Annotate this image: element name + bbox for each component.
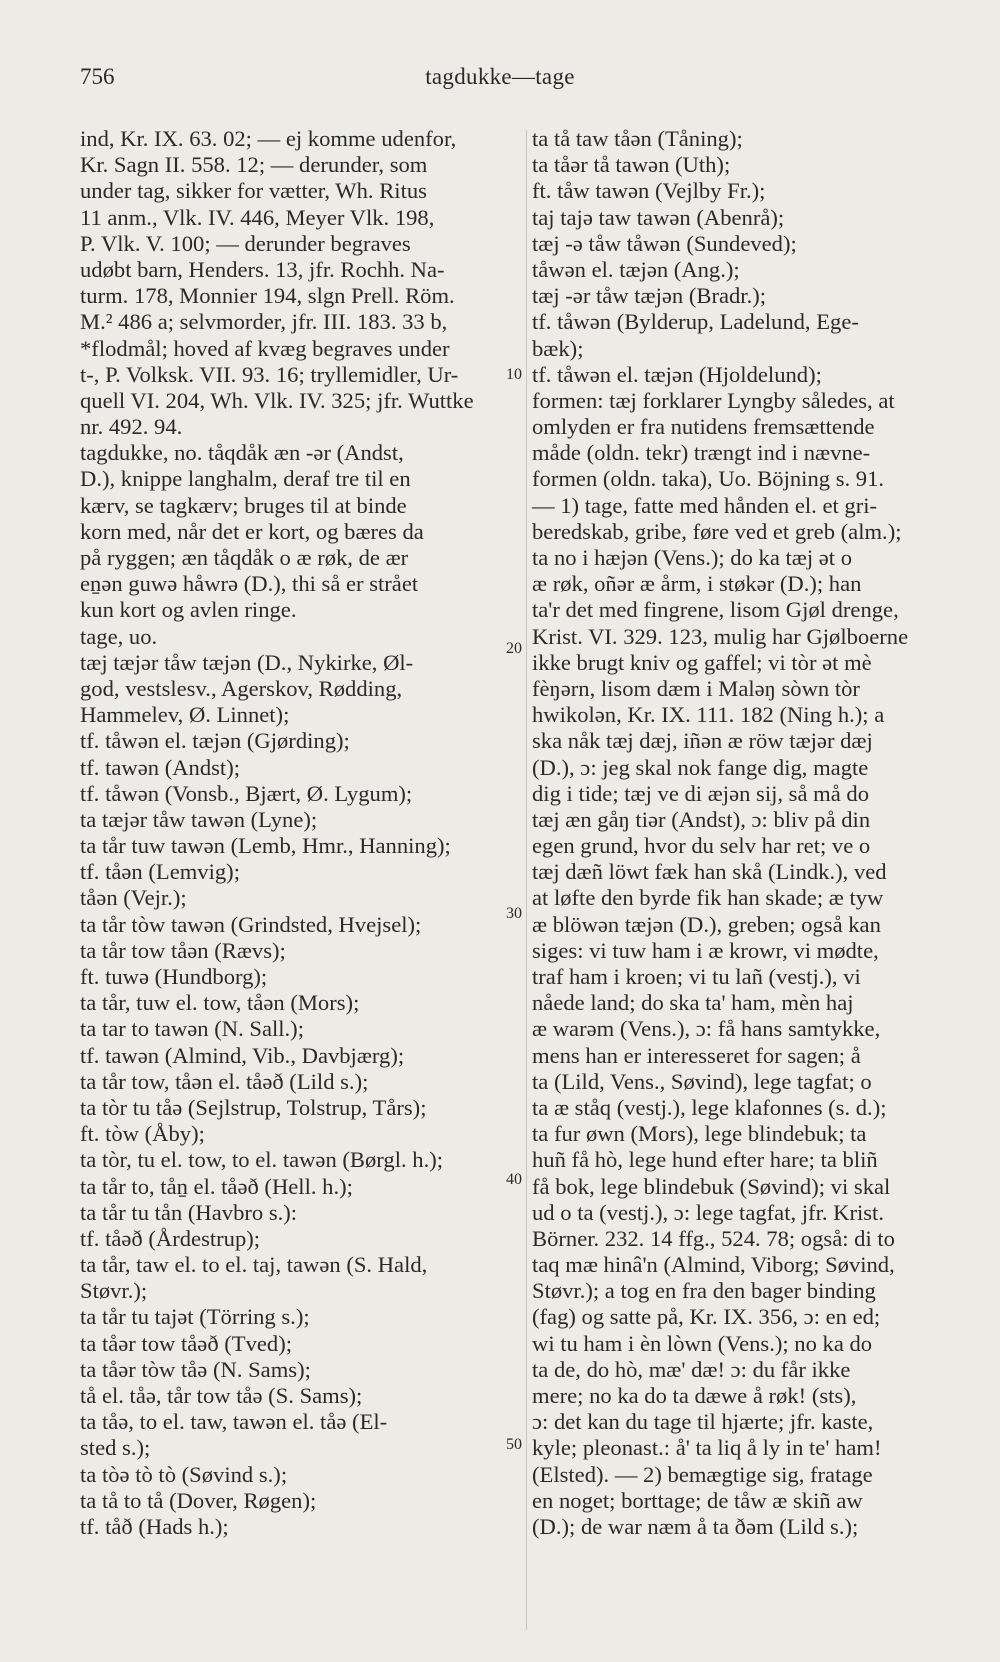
text-line: Börner. 232. 14 ffg., 524. 78; også: di to: [532, 1225, 895, 1251]
text-line: tæj tæjər tåw tæjən (D., Nykirke, Øl-: [80, 649, 414, 675]
text-line: formen (oldn. taka), Uo. Böjning s. 91.: [532, 466, 885, 492]
text-line: Kr. Sagn II. 558. 12; — derunder, som: [80, 152, 428, 178]
text-line: æ røk, oñər æ årm, i støkər (D.); han: [532, 571, 862, 597]
text-line: at løfte den byrde fik han skade; æ tyw: [532, 885, 884, 911]
text-line: ta'r det med fingrene, lisom Gjøl drenge,: [532, 597, 899, 623]
text-line: Hammelev, Ø. Linnet);: [80, 702, 290, 728]
text-line: tæj -ə tåw tåwən (Sundeved);: [532, 230, 797, 256]
text-line: ta tår tu tajət (Törring s.);: [80, 1304, 310, 1330]
text-line: tf. tåð (Hads h.);: [80, 1513, 229, 1539]
text-line: korn med, når det er kort, og bæres da: [80, 518, 424, 544]
text-line: ta tår tòw tawən (Grindsted, Hvejsel);: [80, 911, 422, 937]
text-line: under tag, sikker for vætter, Wh. Ritus: [80, 178, 427, 204]
text-line: ta æ ståq (vestj.), lege klafonnes (s. d.);: [532, 1094, 887, 1120]
text-line: ta tòr, tu el. tow, to el. tawən (Børgl. h.);: [80, 1147, 444, 1173]
text-line: måde (oldn. tekr) trængt ind i nævne-: [532, 440, 871, 466]
page-header: [0, 64, 1000, 96]
text-line: ind, Kr. IX. 63. 02; — ej komme udenfor,: [80, 126, 457, 151]
text-line: tf. tåwən el. tæjən (Gjørding);: [80, 728, 350, 754]
text-line: (fag) og satte på, Kr. IX. 356, ɔ: en ed;: [532, 1304, 881, 1330]
text-line: ska nåk tæj dæj, iñən æ röw tæjər dæj: [532, 728, 873, 754]
running-head: tagdukke—tage: [425, 64, 575, 89]
text-line: Krist. VI. 329. 123, mulig har Gjølboerne: [532, 623, 909, 649]
text-line: (D.); de war næm å ta ðəm (Lild s.);: [532, 1513, 859, 1539]
text-line: tf. tåwən (Vonsb., Bjært, Ø. Lygum);: [80, 780, 413, 806]
line-marker: 30: [506, 905, 522, 922]
text-line: ta fur øwn (Mors), lege blindebuk; ta: [532, 1121, 867, 1147]
text-line: taq mæ hinâ'n (Almind, Viborg; Søvind,: [532, 1252, 895, 1278]
text-line: fèŋərn, lisom dæm i Maləŋ sòwn tòr: [532, 675, 860, 701]
text-line: huñ få hò, lege hund efter hare; ta bliñ: [532, 1147, 878, 1173]
text-line: god, vestslesv., Agerskov, Rødding,: [80, 675, 403, 701]
text-line: tæj -ər tåw tæjən (Bradr.);: [532, 283, 767, 309]
text-line: æ warəm (Vens.), ɔ: få hans samtykke,: [532, 1016, 881, 1042]
text-line: ɔ: det kan du tage til hjærte; jfr. kaste,: [532, 1409, 874, 1435]
text-line: ta tæjər tåw tawən (Lyne);: [80, 806, 318, 832]
text-line: tagdukke, no. tåqdåk æn -ər (Andst,: [80, 440, 404, 466]
text-line: mere; no ka do ta dæwe å røk! (sts),: [532, 1383, 857, 1408]
text-line: (D.), ɔ: jeg skal nok fange dig, magte: [532, 754, 869, 780]
text-line: tf. tåən (Lemvig);: [80, 859, 240, 885]
text-line: ta tåə, to el. taw, tawən el. tåə (El-: [80, 1409, 388, 1435]
text-line: mens han er interesseret for sagen; å: [532, 1042, 861, 1068]
text-line: ta tår, tuw el. tow, tåən (Mors);: [80, 990, 360, 1016]
text-line: taj tajə taw tawən (Abenrå);: [532, 204, 785, 230]
text-line: æ blöwən tæjən (D.), greben; også kan: [532, 911, 881, 937]
text-line: nr. 492. 94.: [80, 414, 183, 440]
right-column: [532, 126, 964, 1540]
page-number: 756: [80, 64, 115, 89]
text-line: D.), knippe langhalm, deraf tre til en: [80, 466, 411, 492]
text-line: ta tå taw tåən (Tåning);: [532, 126, 743, 151]
text-line: kyle; pleonast.: å' ta liq å ly in te' ham!: [532, 1435, 882, 1461]
text-line: kærv, se tagkærv; bruges til at binde: [80, 492, 407, 518]
text-line: ta de, do hò, mæ' dæ! ɔ: du får ikke: [532, 1356, 851, 1382]
text-line: ft. tuwə (Hundborg);: [80, 964, 268, 989]
column-divider: [526, 130, 527, 1630]
text-line: omlyden er fra nutidens fremsættende: [532, 414, 875, 440]
text-line: — 1) tage, fatte med hånden el. et gri-: [532, 492, 878, 518]
left-column: [80, 126, 520, 1540]
text-line: wi tu ham i èn lòwn (Vens.); no ka do: [532, 1330, 873, 1356]
text-line: ta tar to tawən (N. Sall.);: [80, 1016, 304, 1042]
text-line: hwikolən, Kr. IX. 111. 182 (Ning h.); a: [532, 702, 885, 728]
line-marker: 10: [506, 366, 522, 383]
text-line: ta tår tu tån (Havbro s.):: [80, 1199, 298, 1225]
text-line: ta (Lild, Vens., Søvind), lege tagfat; o: [532, 1068, 872, 1094]
text-line: 11 anm., Vlk. IV. 446, Meyer Vlk. 198,: [80, 204, 435, 230]
text-line: t-, P. Volksk. VII. 93. 16; tryllemidler, Ur-: [80, 361, 459, 387]
text-line: egen grund, hvor du selv har ret; ve o: [532, 833, 871, 859]
line-marker: 50: [506, 1436, 522, 1453]
text-line: tæj dæñ löwt fæk han skå (Lindk.), ved: [532, 859, 887, 885]
text-line: tå el. tåə, tår tow tåə (S. Sams);: [80, 1383, 363, 1408]
text-line: ta tåər tow tåəð (Tved);: [80, 1330, 293, 1356]
line-marker: 20: [506, 640, 522, 657]
text-line: eṉən guwə håwrə (D.), thi så er strået: [80, 571, 419, 597]
text-line: ta tåər tòw tåə (N. Sams);: [80, 1356, 311, 1382]
text-line: få bok, lege blindebuk (Søvind); vi skal: [532, 1173, 891, 1199]
line-marker: 40: [506, 1171, 522, 1188]
text-line: tæj æn gåŋ tiər (Andst), ɔ: bliv på din: [532, 806, 871, 832]
text-line: traf ham i kroen; vi tu lañ (vestj.), vi: [532, 964, 861, 989]
text-line: M.² 486 a; selvmorder, jfr. III. 183. 33 b,: [80, 309, 448, 335]
text-line: ta tår tow tåən (Rævs);: [80, 937, 286, 963]
text-line: (Elsted). — 2) bemægtige sig, fratage: [532, 1461, 873, 1487]
text-line: tage, uo.: [80, 623, 158, 649]
text-line: tf. tawən (Almind, Vib., Davbjærg);: [80, 1042, 405, 1068]
text-line: ta tår to, tåṉ el. tåəð (Hell. h.);: [80, 1173, 353, 1199]
text-line: tf. tawən (Andst);: [80, 754, 240, 780]
text-line: Støvr.); a tog en fra den bager binding: [532, 1278, 876, 1304]
text-line: ta tår tuw tawən (Lemb, Hmr., Hanning);: [80, 833, 451, 859]
text-line: dig i tide; tæj ve di æjən sij, så må do: [532, 780, 869, 806]
text-line: tf. tåwən (Bylderup, Ladelund, Ege-: [532, 309, 859, 335]
text-line: ud o ta (vestj.), ɔ: lege tagfat, jfr. Krist.: [532, 1199, 884, 1225]
text-line: *flodmål; hoved af kvæg begraves under: [80, 335, 450, 361]
text-line: ta no i hæjən (Vens.); do ka tæj ət o: [532, 545, 853, 570]
text-line: ta tår tow, tåən el. tåəð (Lild s.);: [80, 1068, 369, 1094]
text-line: turm. 178, Monnier 194, slgn Prell. Röm.: [80, 283, 455, 309]
text-line: tf. tåwən el. tæjən (Hjoldelund);: [532, 361, 822, 387]
text-line: udøbt barn, Henders. 13, jfr. Rochh. Na-: [80, 256, 445, 282]
text-line: quell VI. 204, Wh. Vlk. IV. 325; jfr. Wuttke: [80, 387, 474, 413]
text-line: ikke brugt kniv og gaffel; vi tòr ət mè: [532, 649, 872, 675]
text-line: Støvr.);: [80, 1278, 148, 1304]
text-line: ta tòə tò tò (Søvind s.);: [80, 1461, 288, 1487]
text-line: en noget; borttage; de tåw æ skiñ aw: [532, 1487, 863, 1513]
text-line: ft. tòw (Åby);: [80, 1121, 205, 1147]
text-line: P. Vlk. V. 100; — derunder begraves: [80, 230, 411, 256]
text-line: siges: vi tuw ham i æ krowr, vi mødte,: [532, 937, 879, 963]
text-line: tåwən el. tæjən (Ang.);: [532, 256, 740, 282]
text-line: formen: tæj forklarer Lyngby således, at: [532, 387, 895, 413]
text-line: nåede land; do ska ta' ham, mèn haj: [532, 990, 854, 1016]
text-line: beredskab, gribe, føre ved et greb (alm.);: [532, 518, 902, 544]
text-line: på ryggen; æn tåqdåk o æ røk, de ær: [80, 545, 409, 570]
text-line: ft. tåw tawən (Vejlby Fr.);: [532, 178, 766, 204]
text-line: tåən (Vejr.);: [80, 885, 187, 911]
text-line: bæk);: [532, 335, 584, 361]
text-line: kun kort og avlen ringe.: [80, 597, 297, 623]
text-line: ta tår, taw el. to el. taj, tawən (S. Hald,: [80, 1252, 428, 1278]
text-line: tf. tåəð (Årdestrup);: [80, 1225, 261, 1251]
text-line: ta tåər tå tawən (Uth);: [532, 152, 731, 178]
text-line: ta tòr tu tåə (Sejlstrup, Tolstrup, Tårs);: [80, 1094, 427, 1120]
text-line: sted s.);: [80, 1435, 151, 1461]
text-line: ta tå to tå (Dover, Røgen);: [80, 1487, 317, 1513]
